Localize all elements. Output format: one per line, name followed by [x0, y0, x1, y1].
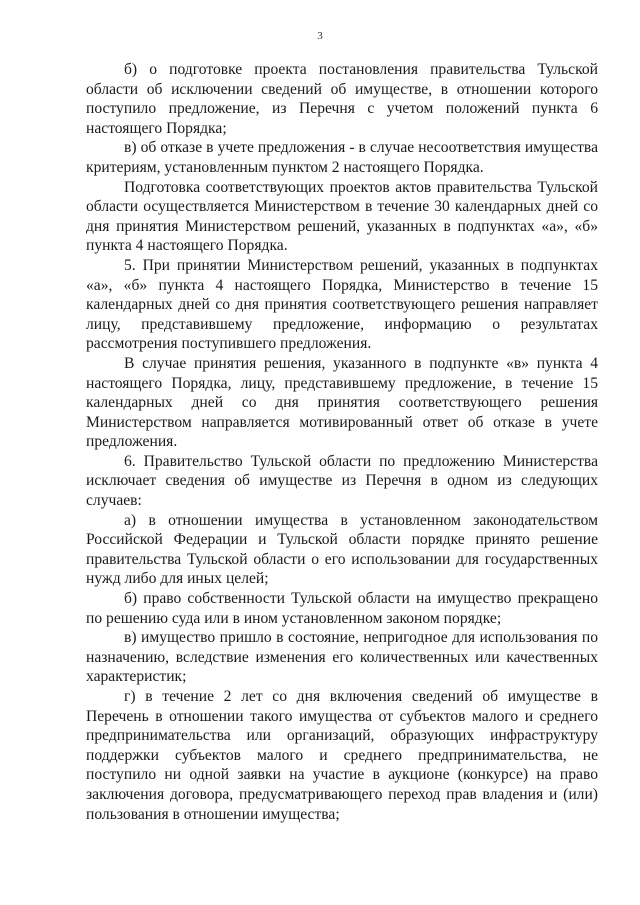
paragraph-case-b: б) право собственности Тульской области на имущество прекращено по решению суда или в ином установленном законом порядке; [86, 590, 598, 627]
paragraph-draft-acts: Подготовка соответствующих проектов актов правительства Тульской области осуществляется Министерством в течение 30 календарных дней со дня принятия Министерством решений, указанных в подпунктах «а», «б» пункта 4 настоящего Порядка. [86, 178, 598, 255]
paragraph-case-v: в) имущество пришло в состояние, непригодное для использования по назначению, вследствие изменения его количественных или качественных характеристик; [86, 629, 598, 686]
paragraph-case-a: а) в отношении имущества в установленном законодательством Российской Федерации и Тульской области порядке принято решение правительства Тульской области о его использовании для государственных нужд либо для иных целей; [86, 511, 598, 588]
paragraph-case-g: г) в течение 2 лет со дня включения сведений об имуществе в Перечень в отношении такого имущества от субъектов малого и среднего предпринимательства или организаций, образующих инфраструктуру поддержки субъектов малого и среднего предпринимательства, не поступило ни одной заявки на участие в аукционе (конкурсе) на право заключения договора, предусматривающего переход прав владения и (или) пользования в отношении имущества; [86, 688, 598, 823]
page-number: 3 [317, 30, 323, 42]
paragraph-decision-v: в) об отказе в учете предложения - в случае несоответствия имущества критериям, установленным пунктом 2 настоящего Порядка. [86, 139, 598, 176]
paragraph-item-6: 6. Правительство Тульской области по предложению Министерства исключает сведения об имуществе из Перечня в одном из следующих случаев: [86, 452, 598, 510]
document-body [86, 60, 598, 824]
paragraph-item-5: 5. При принятии Министерством решений, указанных в подпунктах «а», «б» пункта 4 настоящего Порядка, Министерство в течение 15 календарных дней со дня принятия соответствующего решения направляет лицу, представившему предложение, информацию о результатах рассмотрения поступившего предложения. [86, 256, 598, 353]
paragraph-decision-b: б) о подготовке проекта постановления правительства Тульской области об исключении сведений об имуществе, в отношении которого поступило предложение, из Перечня с учетом положений пункта 6 настоящего Порядка; [86, 61, 598, 137]
paragraph-refusal-response: В случае принятия решения, указанного в подпункте «в» пункта 4 настоящего Порядка, лицу, представившему предложение, в течение 15 календарных дней со дня принятия соответствующего решения Министерством направляется мотивированный ответ об отказе в учете предложения. [86, 354, 598, 451]
